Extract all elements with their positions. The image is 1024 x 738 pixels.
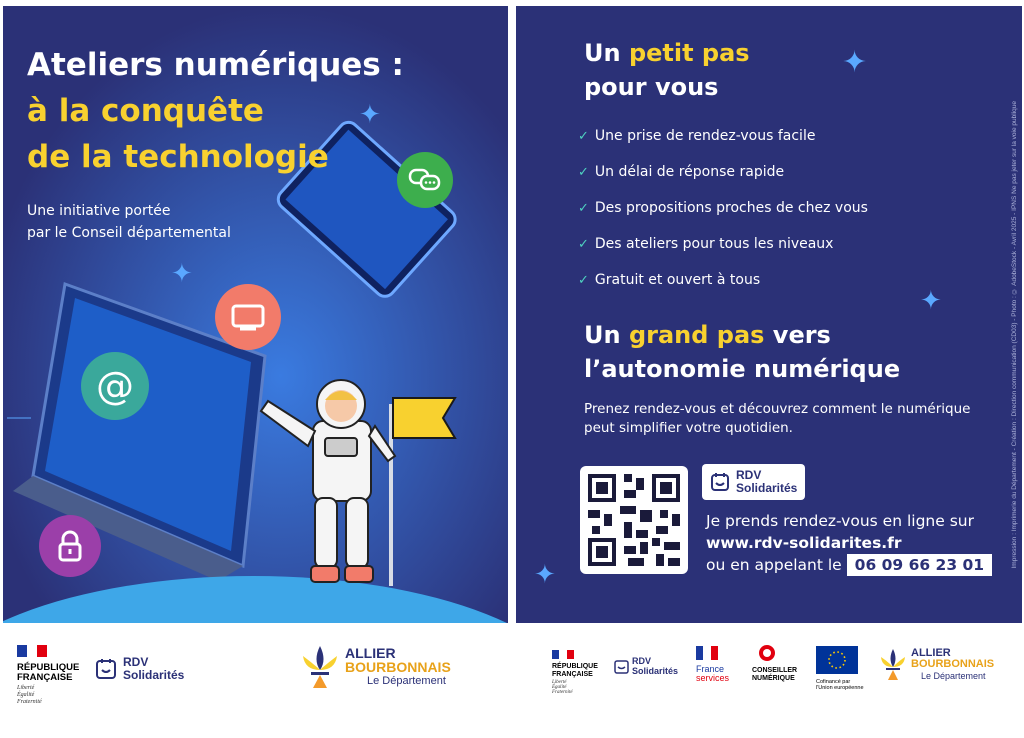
marianne-icon [552,650,574,659]
calendar-icon [710,472,730,492]
check-icon: ✓ [578,272,589,288]
list-item: ✓ Gratuit et ouvert à tous [578,272,761,288]
chat-icon [397,152,453,208]
rdv-solidarites-logo: RDV Solidarités [95,656,184,682]
heading2-part-a: Un [584,321,629,349]
allier-bourbonnais-logo: ALLIER BOURBONNAIS Le Département [878,646,994,684]
conseiller-numerique-logo: CONSEILLER NUMÉRIQUE [752,644,797,683]
sparkle-icon: ✦ [359,100,381,130]
print-credits: Impression : Imprimerie du Département - Création : Direction communication (CD03) - Photo : © AdobeStock - Avril 2025 - IPNS Ne pas jeter sur la voie publique [1011,101,1018,569]
heading1-line-2: pour vous [584,73,719,101]
cta-line-3: ou en appelant le [706,556,842,574]
eu-flag-icon [816,646,858,674]
allier-bourbonnais-logo: ALLIER BOURBONNAIS Le Département [299,642,451,692]
calendar-icon [95,658,117,680]
subtitle-line-2: par le Conseil départemental [27,225,231,241]
check-icon: ✓ [578,200,589,216]
check-icon: ✓ [578,236,589,252]
right-footer [516,624,1022,734]
list-item: ✓ Des propositions proches de chez vous [578,200,868,216]
fleur-de-lis-icon [878,646,908,684]
check-icon: ✓ [578,164,589,180]
marianne-icon [17,645,47,657]
computer-icon [215,284,281,350]
heading2-line-2: l’autonomie numérique [584,355,901,383]
sparkle-icon: ✦ [534,560,556,590]
heading2-highlight: grand pas [628,321,765,349]
rdv-solidarites-logo: RDV Solidarités [614,656,678,676]
right-poster [516,6,1022,623]
sparkle-icon: ✦ [842,45,868,80]
lock-icon [39,515,101,577]
at-icon: @ [81,352,149,420]
left-poster [3,6,508,623]
heading1-highlight: petit pas [628,39,750,67]
list-item: ✓ Une prise de rendez-vous facile [578,128,816,144]
left-footer [3,624,508,734]
body-line-1: Prenez rendez-vous et découvrez comment le numérique [584,401,971,417]
list-item: ✓ Un délai de réponse rapide [578,164,785,180]
republique-francaise-logo: RÉPUBLIQUE FRANÇAISE Liberté Égalité Fraternité [552,644,598,695]
list-item: ✓ Des ateliers pour tous les niveaux [578,236,834,252]
cn-icon [758,644,776,662]
body-line-2: peut simplifier votre quotidien. [584,420,793,436]
benefits-list [578,118,868,298]
title-line-3: de la technologie [27,139,329,175]
republique-francaise-logo: RÉPUBLIQUE FRANÇAISE Liberté Égalité Fraternité [17,642,79,706]
eu-cofinance-logo: Cofinancé par l'Union européenne [816,646,864,691]
marianne-icon [696,646,718,660]
heading2-part-c: vers [764,321,831,349]
cta-url-link[interactable]: www.rdv-solidarites.fr [706,534,902,552]
heading1-part-a: Un [584,39,629,67]
cta-line-1: Je prends rendez-vous en ligne sur [706,512,974,530]
qr-code[interactable] [580,466,688,574]
title-line-1: Ateliers numériques : [27,47,404,83]
france-services-logo: France services [696,646,729,683]
title-line-2: à la conquête [27,93,264,129]
sparkle-icon: ✦ [920,286,942,316]
fleur-de-lis-icon [299,642,341,692]
phone-number[interactable]: 06 09 66 23 01 [847,554,992,576]
subtitle-line-1: Une initiative portée [27,203,171,219]
rdv-solidarites-logo: RDV Solidarités [702,464,805,500]
check-icon: ✓ [578,128,589,144]
sparkle-icon: ✦ [171,259,193,289]
calendar-icon [614,659,629,674]
